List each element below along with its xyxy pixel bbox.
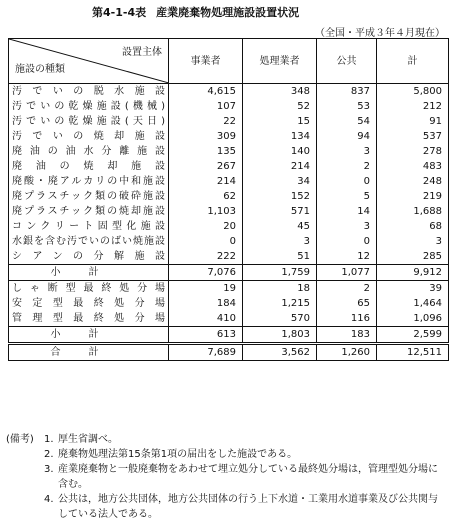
value-cell: 0 bbox=[169, 234, 243, 249]
table-code: 第4-1-4表 bbox=[92, 6, 147, 19]
note-text: 厚生省調べ。 bbox=[58, 434, 118, 445]
table-row bbox=[9, 249, 449, 265]
value-cell: 22 bbox=[169, 114, 243, 129]
value-cell: 537 bbox=[377, 129, 449, 144]
value-cell: 7,689 bbox=[169, 344, 243, 361]
value-cell: 34 bbox=[243, 174, 317, 189]
facility-name: 廃プラスチック類の焼却施設 bbox=[12, 206, 165, 217]
facility-name: 廃酸・廃アルカリの中和施設 bbox=[12, 176, 165, 187]
facility-name: シアンの分解施設 bbox=[12, 251, 165, 262]
value-cell: 348 bbox=[243, 84, 317, 100]
note-item bbox=[6, 447, 446, 462]
table-row bbox=[9, 84, 449, 100]
value-cell: 1,688 bbox=[377, 204, 449, 219]
value-cell: 62 bbox=[169, 189, 243, 204]
note-number: 1. bbox=[44, 434, 54, 445]
note-text: 廃棄物処理法第15条第1項の届出をした施設である。 bbox=[58, 449, 298, 460]
notes-label: (備考) bbox=[6, 434, 34, 445]
value-cell: 107 bbox=[169, 99, 243, 114]
value-cell: 248 bbox=[377, 174, 449, 189]
facility-name: 廃油の焼却施設 bbox=[12, 161, 165, 172]
facility-name: 廃油の油水分離施設 bbox=[12, 146, 165, 157]
value-cell: 410 bbox=[169, 311, 243, 327]
value-cell: 51 bbox=[243, 249, 317, 265]
table-row bbox=[9, 204, 449, 219]
value-cell: 65 bbox=[317, 296, 377, 311]
table-row bbox=[9, 159, 449, 174]
summary-row bbox=[9, 344, 449, 361]
value-cell: 4,615 bbox=[169, 84, 243, 100]
table-row bbox=[9, 281, 449, 297]
value-cell: 278 bbox=[377, 144, 449, 159]
value-cell: 222 bbox=[169, 249, 243, 265]
value-cell: 1,803 bbox=[243, 327, 317, 344]
value-cell: 1,759 bbox=[243, 265, 317, 281]
value-cell: 19 bbox=[169, 281, 243, 297]
facility-name: 廃プラスチック類の破砕施設 bbox=[12, 191, 165, 202]
facility-name: 汚でいの乾燥施設(天日) bbox=[12, 116, 165, 127]
table-row bbox=[9, 296, 449, 311]
value-cell: 116 bbox=[317, 311, 377, 327]
value-cell: 483 bbox=[377, 159, 449, 174]
table-row bbox=[9, 189, 449, 204]
table-row bbox=[9, 234, 449, 249]
table-body bbox=[9, 84, 449, 361]
table-title-text: 産業廃棄物処理施設設置状況 bbox=[156, 6, 300, 19]
note-item bbox=[6, 492, 446, 522]
value-cell: 3 bbox=[317, 219, 377, 234]
value-cell: 571 bbox=[243, 204, 317, 219]
value-cell: 3 bbox=[377, 234, 449, 249]
value-cell: 212 bbox=[377, 99, 449, 114]
header-col-jigyosha: 事業者 bbox=[169, 39, 243, 84]
note-number: 3. bbox=[44, 464, 54, 475]
summary-label: 小計 bbox=[9, 327, 169, 344]
value-cell: 53 bbox=[317, 99, 377, 114]
value-cell: 1,096 bbox=[377, 311, 449, 327]
table-row bbox=[9, 174, 449, 189]
table-row bbox=[9, 129, 449, 144]
value-cell: 2 bbox=[317, 281, 377, 297]
note-text: 公共は，地方公共団体，地方公共団体の行う上下水道・工業用水道事業及び公共関与している法人である。 bbox=[58, 494, 438, 520]
value-cell: 285 bbox=[377, 249, 449, 265]
facility-name: 水銀を含む汚でいのばい焼施設 bbox=[12, 236, 165, 247]
value-cell: 214 bbox=[169, 174, 243, 189]
value-cell: 20 bbox=[169, 219, 243, 234]
table-row bbox=[9, 311, 449, 327]
summary-row bbox=[9, 265, 449, 281]
summary-label: 小計 bbox=[9, 265, 169, 281]
value-cell: 183 bbox=[317, 327, 377, 344]
facility-name: しゃ断型最終処分場 bbox=[9, 281, 169, 297]
note-text: 産業廃棄物と一般廃棄物をあわせて埋立処分している最終処分場は，管理型処分場に含む。 bbox=[58, 464, 438, 490]
facility-name: 汚でいの焼却施設 bbox=[12, 131, 165, 142]
value-cell: 140 bbox=[243, 144, 317, 159]
value-cell: 3 bbox=[243, 234, 317, 249]
value-cell: 214 bbox=[243, 159, 317, 174]
header-corner-top: 設置主体 bbox=[122, 47, 162, 58]
header-col-kokyo: 公共 bbox=[317, 39, 377, 84]
summary-row bbox=[9, 327, 449, 344]
value-cell: 184 bbox=[169, 296, 243, 311]
table-row bbox=[9, 144, 449, 159]
facility-name: 安定型最終処分場 bbox=[12, 298, 165, 309]
value-cell: 0 bbox=[317, 234, 377, 249]
value-cell: 152 bbox=[243, 189, 317, 204]
value-cell: 3 bbox=[317, 144, 377, 159]
value-cell: 1,260 bbox=[317, 344, 377, 361]
table-subtitle: （全国・平成３年４月現在） bbox=[315, 28, 445, 39]
note-number: 2. bbox=[44, 449, 54, 460]
note-item bbox=[6, 432, 446, 447]
value-cell: 54 bbox=[317, 114, 377, 129]
value-cell: 68 bbox=[377, 219, 449, 234]
value-cell: 7,076 bbox=[169, 265, 243, 281]
value-cell: 570 bbox=[243, 311, 317, 327]
value-cell: 309 bbox=[169, 129, 243, 144]
value-cell: 9,912 bbox=[377, 265, 449, 281]
value-cell: 39 bbox=[377, 281, 449, 297]
value-cell: 52 bbox=[243, 99, 317, 114]
header-col-kei: 計 bbox=[377, 39, 449, 84]
value-cell: 2,599 bbox=[377, 327, 449, 344]
value-cell: 1,215 bbox=[243, 296, 317, 311]
value-cell: 3,562 bbox=[243, 344, 317, 361]
value-cell: 91 bbox=[377, 114, 449, 129]
value-cell: 837 bbox=[317, 84, 377, 100]
value-cell: 18 bbox=[243, 281, 317, 297]
note-number: 4. bbox=[44, 494, 54, 505]
table-row bbox=[9, 99, 449, 114]
header-corner-cell bbox=[9, 39, 169, 84]
header-col-shorigyosha: 処理業者 bbox=[243, 39, 317, 84]
value-cell: 12 bbox=[317, 249, 377, 265]
value-cell: 135 bbox=[169, 144, 243, 159]
summary-label: 合計 bbox=[9, 344, 169, 361]
value-cell: 1,464 bbox=[377, 296, 449, 311]
value-cell: 94 bbox=[317, 129, 377, 144]
table-row bbox=[9, 219, 449, 234]
facility-name: 汚でいの乾燥施設(機械) bbox=[12, 101, 165, 112]
header-corner-bottom: 施設の種類 bbox=[15, 64, 65, 75]
facility-name: 汚でいの脱水施設 bbox=[12, 86, 165, 97]
table-title bbox=[0, 4, 453, 20]
value-cell: 267 bbox=[169, 159, 243, 174]
value-cell: 1,103 bbox=[169, 204, 243, 219]
value-cell: 14 bbox=[317, 204, 377, 219]
table-header-row bbox=[9, 39, 449, 84]
notes bbox=[6, 432, 446, 522]
value-cell: 15 bbox=[243, 114, 317, 129]
facility-name: コンクリート固型化施設 bbox=[12, 221, 165, 232]
note-item bbox=[6, 462, 446, 492]
table-row bbox=[9, 114, 449, 129]
value-cell: 134 bbox=[243, 129, 317, 144]
value-cell: 613 bbox=[169, 327, 243, 344]
value-cell: 1,077 bbox=[317, 265, 377, 281]
value-cell: 5,800 bbox=[377, 84, 449, 100]
value-cell: 5 bbox=[317, 189, 377, 204]
facility-table bbox=[8, 38, 449, 361]
value-cell: 2 bbox=[317, 159, 377, 174]
value-cell: 45 bbox=[243, 219, 317, 234]
facility-name: 管理型最終処分場 bbox=[12, 313, 165, 324]
value-cell: 12,511 bbox=[377, 344, 449, 361]
value-cell: 0 bbox=[317, 174, 377, 189]
value-cell: 219 bbox=[377, 189, 449, 204]
